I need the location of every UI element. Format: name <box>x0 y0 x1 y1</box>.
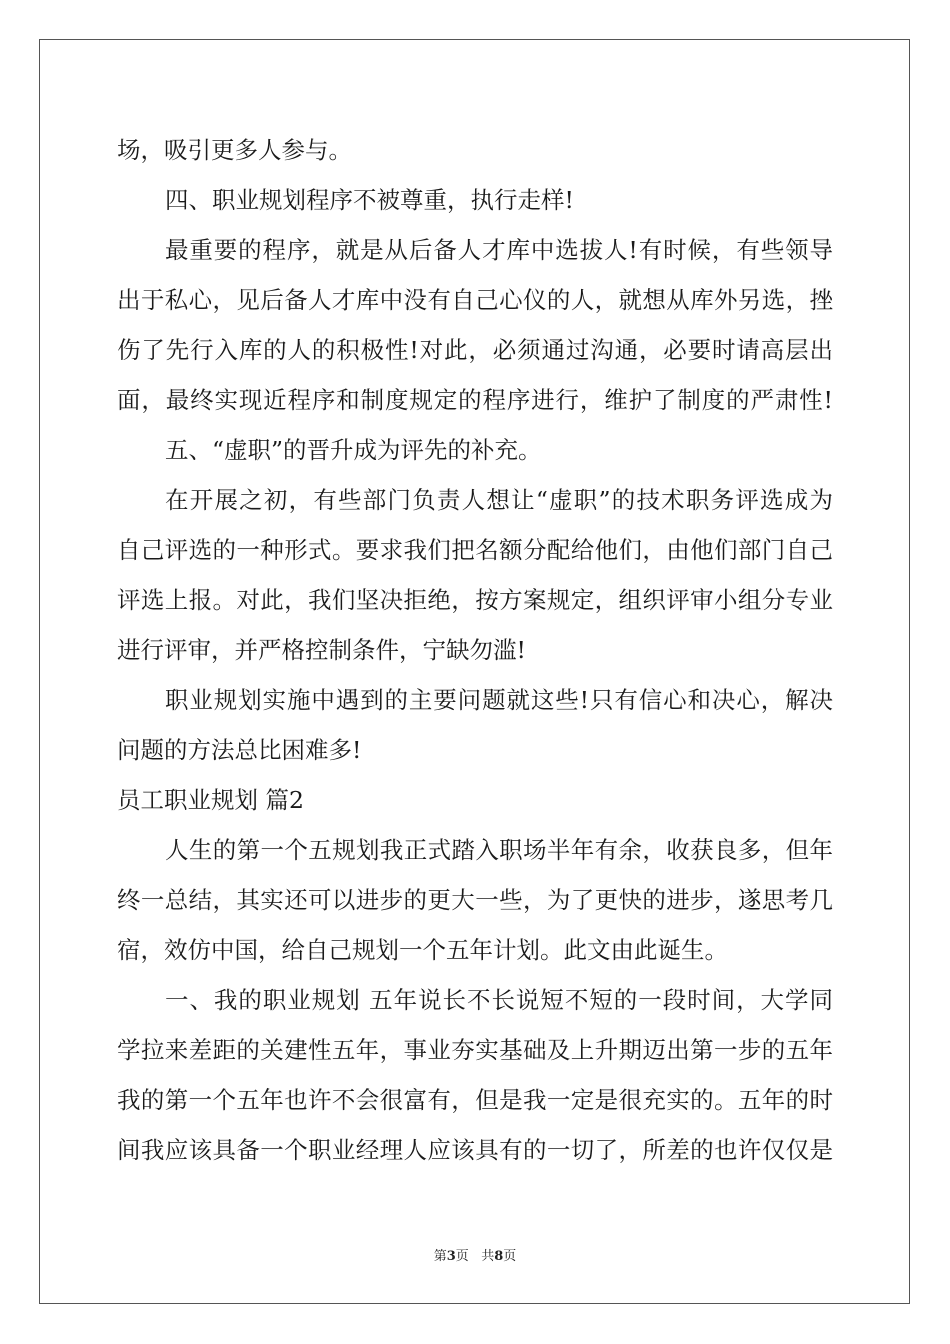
paragraph-line: 我的第一个五年也许不会很富有，但是我一定是很充实的。五年的时 <box>117 1086 833 1114</box>
paragraph-line: 场，吸引更多人参与。 <box>117 136 352 164</box>
page-unit: 页 <box>455 1249 469 1264</box>
paragraph-line: 评选上报。对此，我们坚决拒绝，按方案规定，组织评审小组分专业 <box>117 586 833 614</box>
section-heading: 五、“虚职”的晋升成为评先的补充。 <box>165 436 542 464</box>
page-footer <box>0 1248 950 1266</box>
current-page-number: 3 <box>446 1249 456 1264</box>
total-page-number: 8 <box>494 1249 504 1264</box>
paragraph-line: 伤了先行入库的人的积极性!对此，必须通过沟通，必要时请高层出 <box>117 336 833 364</box>
paragraph-line: 最重要的程序，就是从后备人才库中选拔人!有时候，有些领导 <box>165 236 833 264</box>
page-prefix: 第 <box>433 1249 447 1264</box>
paragraph-line: 间我应该具备一个职业经理人应该具有的一切了，所差的也许仅仅是 <box>117 1136 833 1164</box>
paragraph-line: 职业规划实施中遇到的主要问题就这些!只有信心和决心，解决 <box>165 686 833 714</box>
paragraph-line: 自己评选的一种形式。要求我们把名额分配给他们，由他们部门自己 <box>117 536 833 564</box>
paragraph-line: 面，最终实现近程序和制度规定的程序进行，维护了制度的严肃性! <box>117 386 833 414</box>
paragraph-line: 在开展之初，有些部门负责人想让“虚职”的技术职务评选成为 <box>165 486 833 514</box>
total-prefix: 共 <box>481 1249 495 1264</box>
paragraph-line: 终一总结，其实还可以进步的更大一些，为了更快的进步，遂思考几 <box>117 886 833 914</box>
paragraph-line: 学拉来差距的关建性五年，事业夯实基础及上升期迈出第一步的五年 <box>117 1036 833 1064</box>
paragraph-line: 人生的第一个五规划我正式踏入职场半年有余，收获良多，但年 <box>165 836 833 864</box>
paragraph-line: 宿，效仿中国，给自己规划一个五年计划。此文由此诞生。 <box>117 936 728 964</box>
paragraph-line: 一、我的职业规划 五年说长不长说短不短的一段时间，大学同 <box>165 986 833 1014</box>
paragraph-line: 进行评审，并严格控制条件，宁缺勿滥! <box>117 636 526 664</box>
paragraph-line: 出于私心，见后备人才库中没有自己心仪的人，就想从库外另选，挫 <box>117 286 833 314</box>
article-title: 员工职业规划 篇2 <box>117 786 304 814</box>
section-heading: 四、职业规划程序不被尊重，执行走样! <box>165 186 574 214</box>
paragraph-line: 问题的方法总比困难多! <box>117 736 362 764</box>
total-unit: 页 <box>503 1249 517 1264</box>
